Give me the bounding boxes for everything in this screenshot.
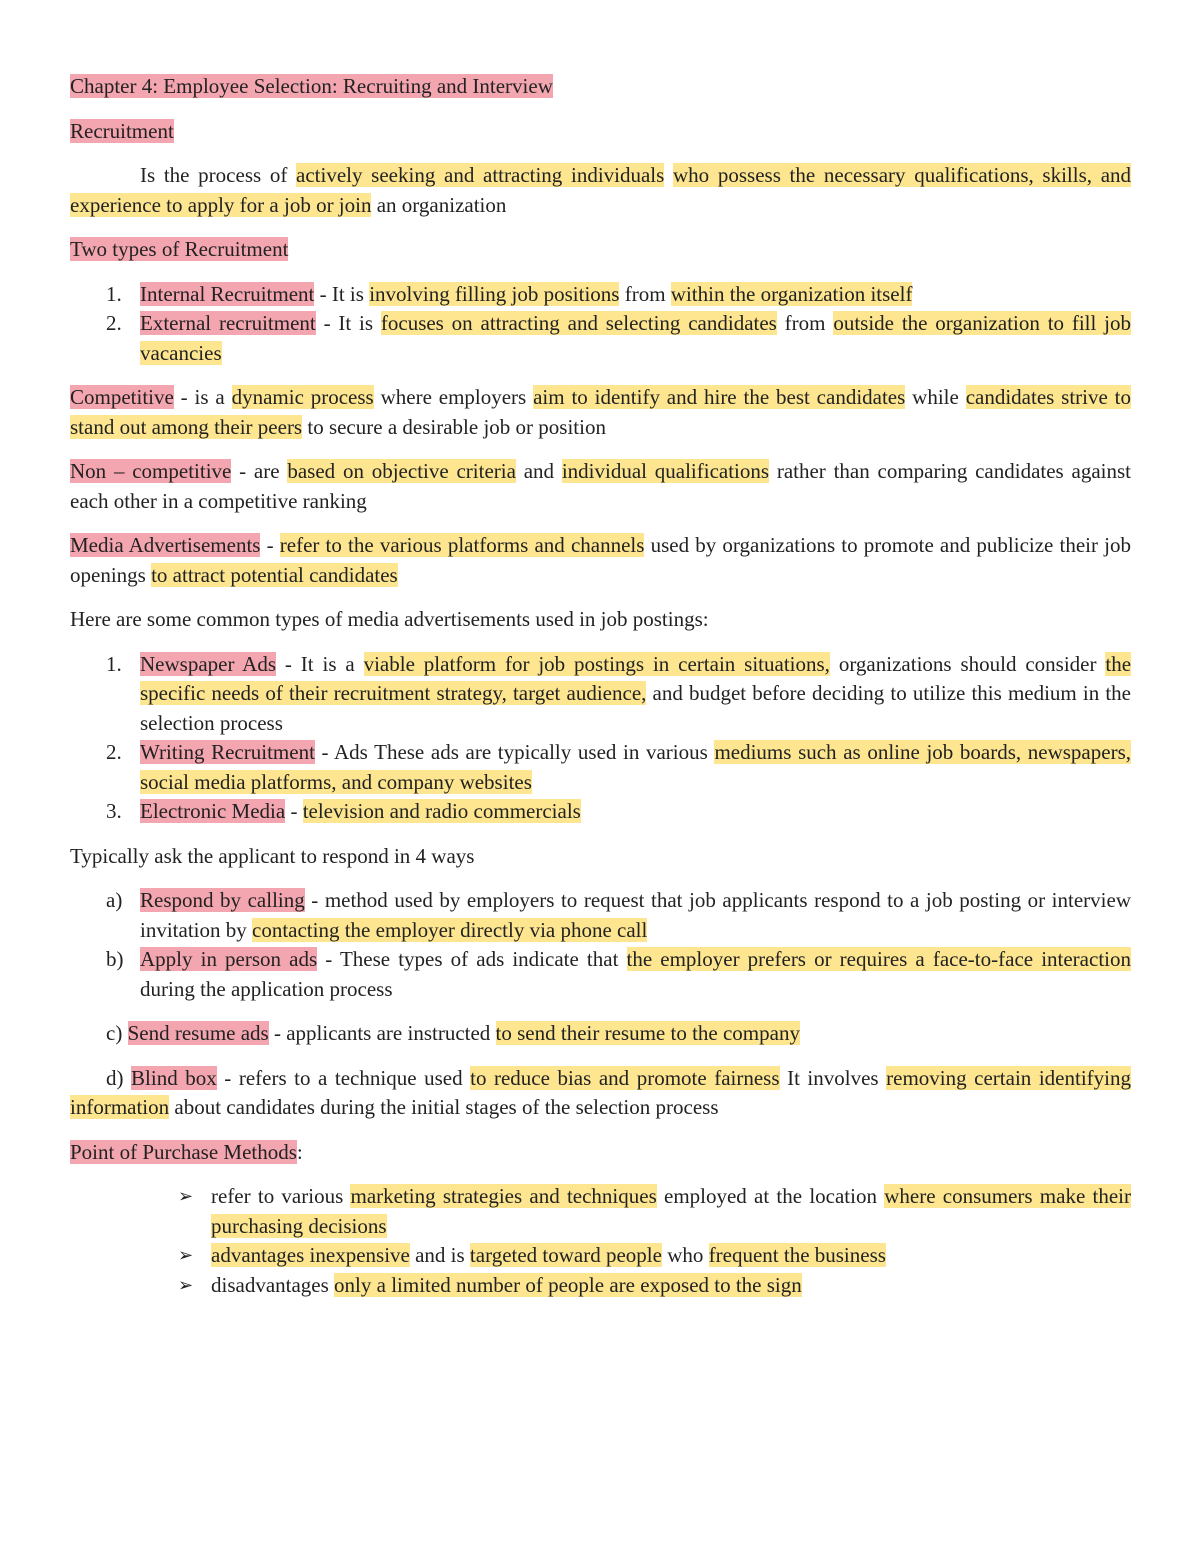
way-d-paragraph: d) Blind box - refers to a technique used to reduce bias and promote fairness It involves removing certain identifying information about candidates during the initial stages of the selection process bbox=[70, 1065, 1131, 1119]
media-paragraph: Media Advertisements - refer to the various platforms and channels used by organizations to promote and publicize their job openings to attract potential candidates bbox=[70, 533, 1131, 587]
media-types-list bbox=[70, 650, 1131, 827]
chapter-title bbox=[70, 72, 1131, 102]
recruitment-heading: Recruitment bbox=[70, 118, 174, 143]
ways-intro: Typically ask the applicant to respond in 4 ways bbox=[70, 843, 475, 868]
noncompetitive-paragraph: Non – competitive - are based on objective criteria and individual qualifications rather than comparing candidates against each other in a competitive ranking bbox=[70, 459, 1131, 513]
list-item: 1. Internal Recruitment - It is involving filling job positions from within the organization itself bbox=[106, 281, 913, 306]
list-item: 1. Newspaper Ads - It is a viable platform for job postings in certain situations, organizations should consider the specific needs of their recruitment strategy, target audience, and budget before deciding to utilize this medium in the selection process bbox=[106, 651, 1132, 735]
list-item: 3. Electronic Media - television and radio commercials bbox=[106, 799, 581, 823]
list-item: 2. External recruitment - It is focuses on attracting and selecting candidates from outside the organization to fill job vacancies bbox=[106, 311, 1132, 365]
arrow-bullet-icon: ➢ bbox=[178, 1274, 194, 1296]
chapter-title-text: Chapter 4: Employee Selection: Recruiting and Interview bbox=[70, 74, 553, 98]
media-intro: Here are some common types of media advertisements used in job postings: bbox=[70, 607, 709, 631]
arrow-bullet-icon: ➢ bbox=[178, 1186, 194, 1207]
document-page bbox=[70, 72, 1131, 1300]
pop-list bbox=[70, 1182, 1131, 1300]
list-item: b) Apply in person ads - These types of ads indicate that the employer prefers or requires a face-to-face interaction during the application process bbox=[106, 947, 1131, 1001]
list-item: a) Respond by calling - method used by employers to request that job applicants respond to a job posting or interview invitation by contacting the employer directly via phone call bbox=[106, 888, 1131, 942]
list-item: 2. Writing Recruitment - Ads These ads are typically used in various mediums such as online job boards, newspapers, social media platforms, and company websites bbox=[106, 740, 1131, 794]
pop-heading: Point of Purchase Methods: bbox=[70, 1139, 303, 1164]
arrow-bullet-icon: ➢ bbox=[178, 1245, 194, 1266]
list-item: ➢ refer to various marketing strategies and techniques employed at the location where consumers make their purchasing decisions bbox=[178, 1184, 1131, 1238]
competitive-paragraph: Competitive - is a dynamic process where employers aim to identify and hire the best candidates while candidates strive to stand out among their peers to secure a desirable job or position bbox=[70, 385, 1132, 439]
list-item: ➢ disadvantages only a limited number of people are exposed to the sign bbox=[70, 1271, 1131, 1301]
list-item: ➢ advantages inexpensive and is targeted toward people who frequent the business bbox=[70, 1241, 1131, 1271]
recruitment-definition: Is the process of actively seeking and attracting individuals who possess the necessary qualifications, skills, and experience to apply for a job or join an organization bbox=[70, 163, 1132, 217]
ways-list bbox=[70, 886, 1131, 1004]
types-heading: Two types of Recruitment bbox=[70, 237, 289, 261]
way-c-paragraph: c) Send resume ads - applicants are instructed to send their resume to the company bbox=[106, 1021, 800, 1045]
recruitment-types-list bbox=[70, 280, 1131, 369]
